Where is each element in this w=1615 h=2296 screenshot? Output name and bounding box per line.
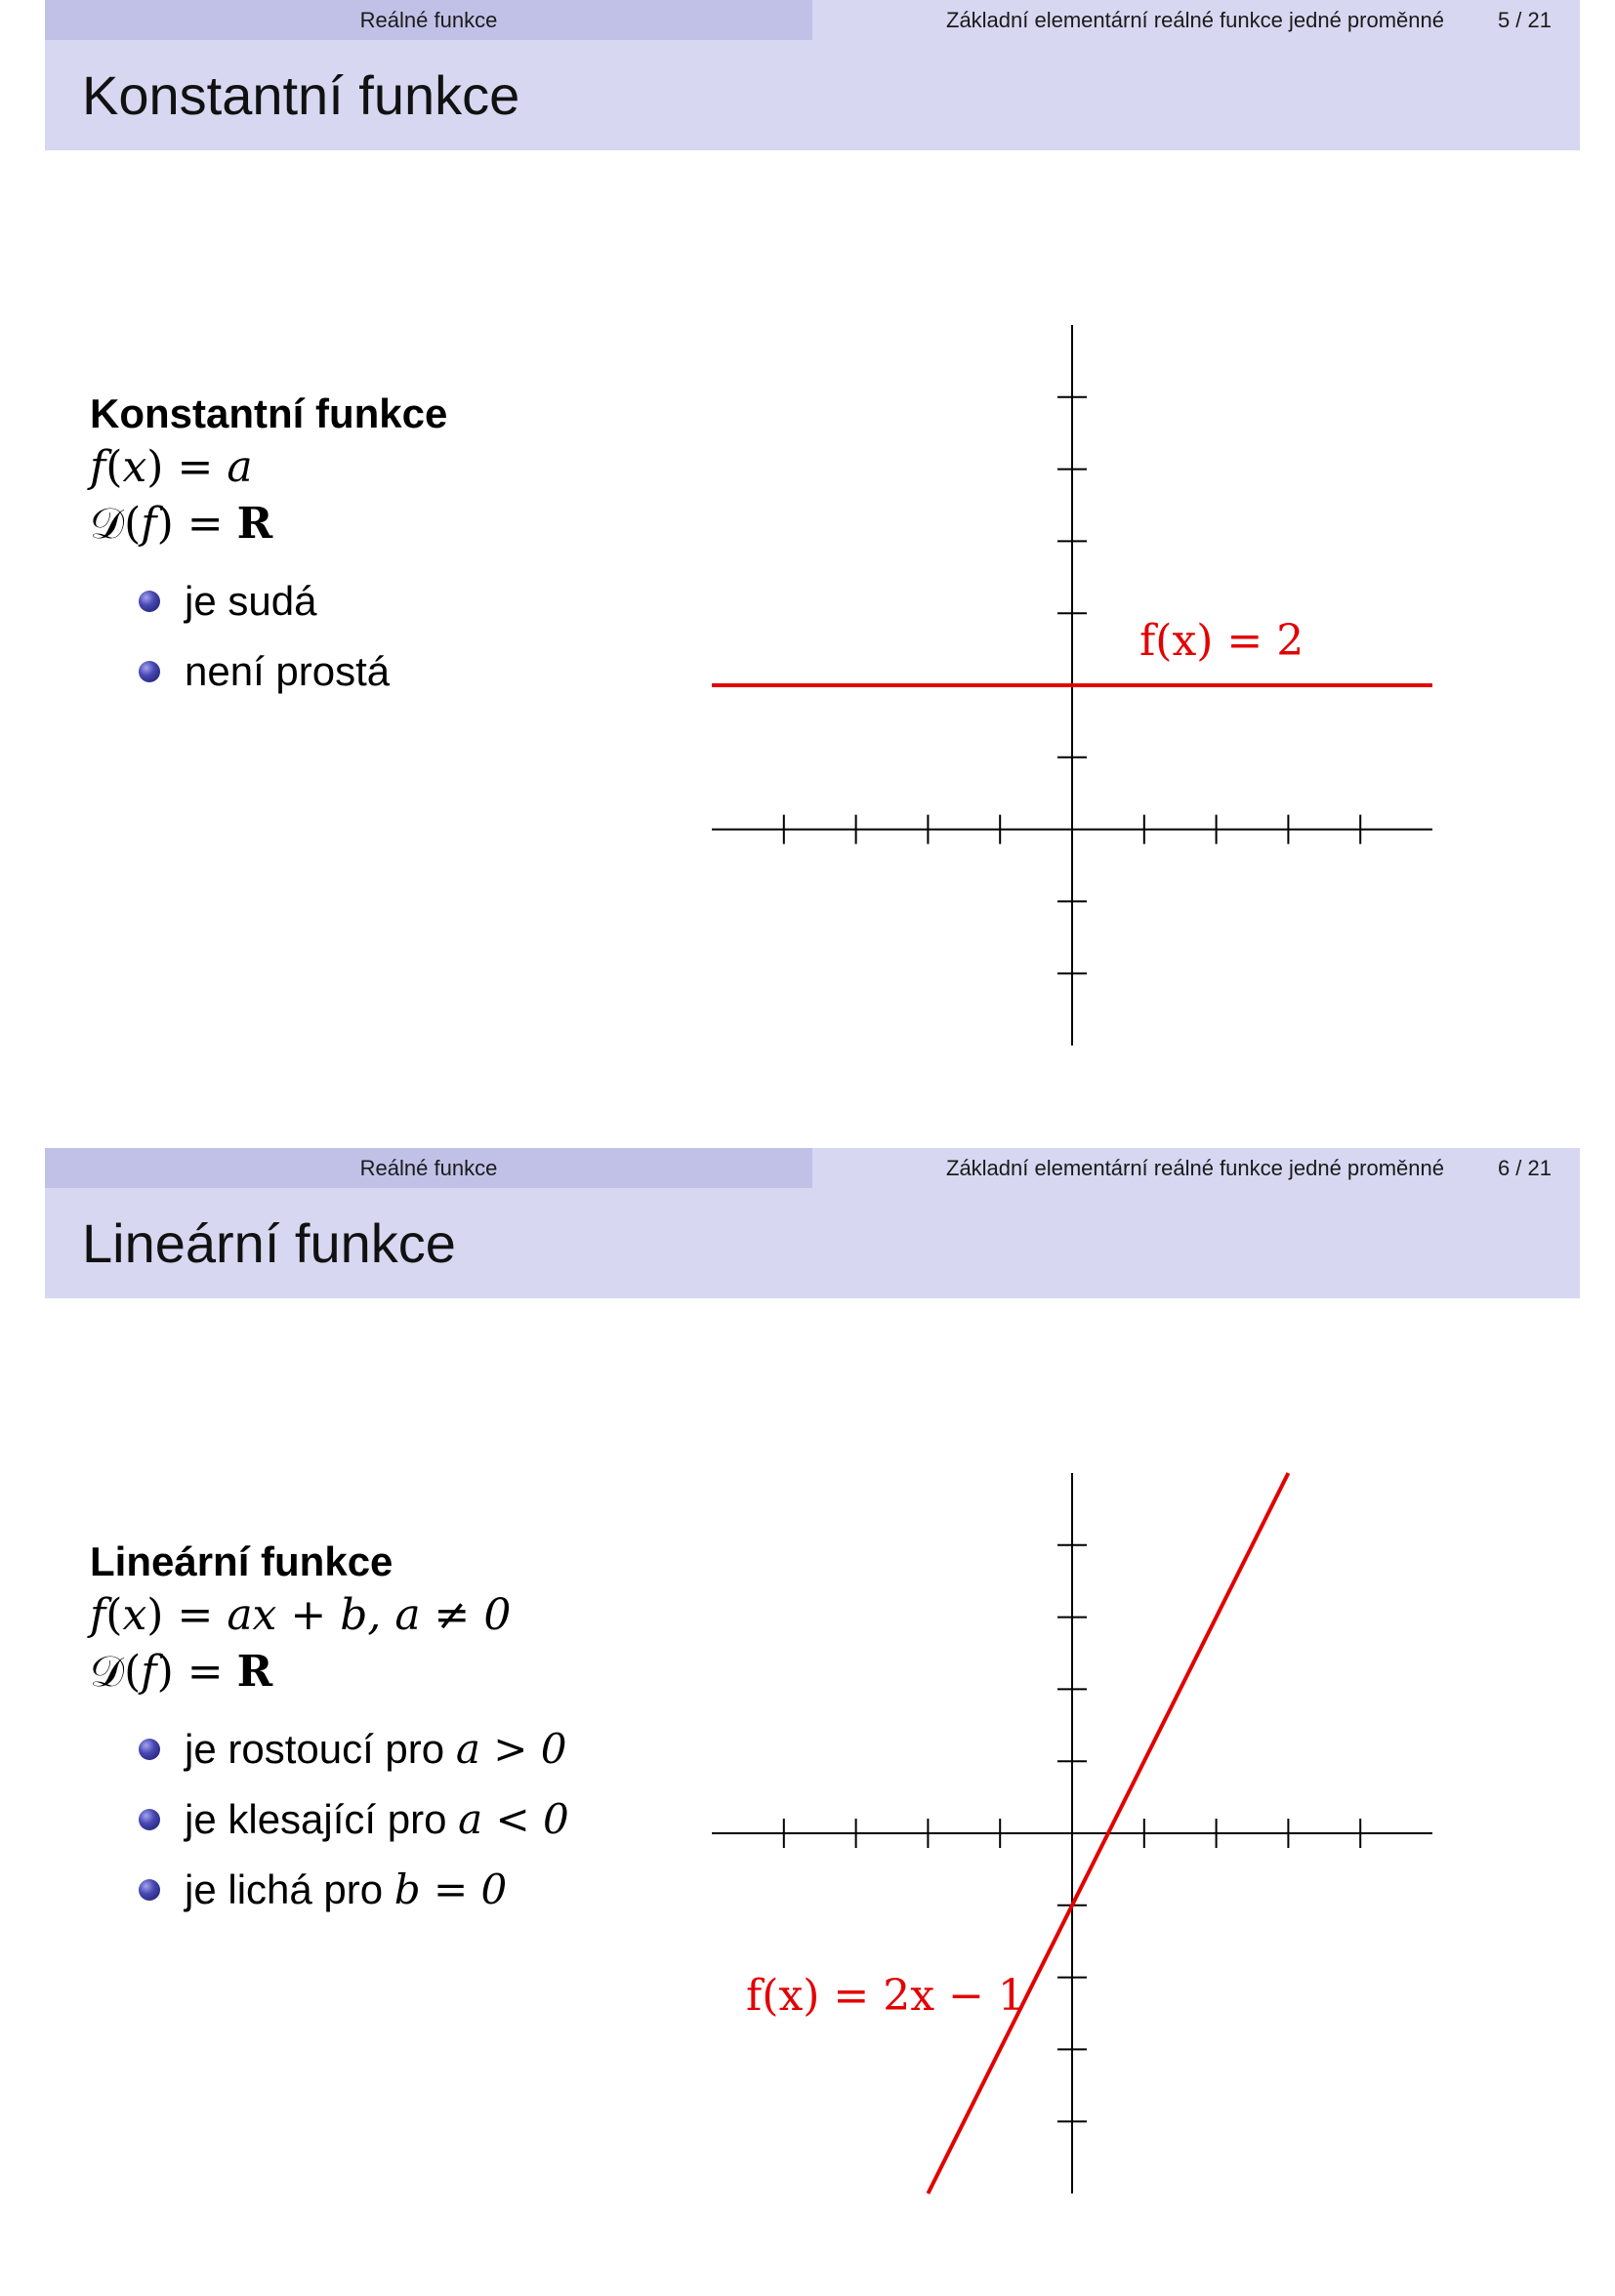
var-symbol: x [122, 1590, 147, 1640]
fn-symbol: f [90, 442, 106, 492]
fn-symbol: f [90, 1590, 106, 1640]
function-label: f(x) = 2x − 1 [746, 1971, 1025, 2021]
domain-formula: 𝒟(f) = R [90, 499, 273, 549]
item-text: je lichá pro [185, 1866, 394, 1912]
item-text: je klesající pro [185, 1796, 459, 1842]
header-section-title: Základní elementární reálné funkce jedné proměnné [946, 8, 1444, 32]
domain-formula: 𝒟(f) = R [90, 1647, 273, 1697]
item-text: je rostoucí pro [185, 1726, 456, 1772]
reals-symbol: R [236, 499, 273, 549]
item-text: není prostá [185, 648, 391, 694]
domain-symbol: 𝒟 [90, 1647, 125, 1697]
function-formula: f(x) = ax + b, a ≠ 0 [90, 1590, 512, 1640]
domain-fn: f [141, 1647, 157, 1697]
header-short-title-text: Reálné funkce [359, 1155, 498, 1180]
frame-title: Konstantní funkce [82, 64, 520, 126]
block-heading: Konstantní funkce [90, 390, 448, 436]
function-formula: f(x) = a [90, 442, 253, 492]
page-number: 5 / 21 [1497, 8, 1552, 32]
plot-linear [0, 1148, 1615, 2296]
reals-symbol: R [236, 1647, 273, 1697]
domain-fn: f [141, 499, 157, 549]
item-math: b = 0 [393, 1866, 508, 1913]
formula-rhs: ax + b, a ≠ 0 [227, 1590, 512, 1640]
header-short-title-text: Reálné funkce [359, 7, 498, 32]
var-symbol: x [122, 442, 147, 492]
page-number: 6 / 21 [1497, 1156, 1552, 1180]
slide-linear-function [0, 1148, 1615, 2296]
block-heading: Lineární funkce [90, 1538, 393, 1584]
item-math: a < 0 [458, 1795, 569, 1843]
frame-title: Lineární funkce [82, 1212, 456, 1274]
domain-symbol: 𝒟 [90, 499, 125, 549]
header-section-title: Základní elementární reálné funkce jedné proměnné [946, 1156, 1444, 1180]
formula-rhs: a [227, 442, 253, 492]
item-math: a > 0 [455, 1725, 567, 1773]
item-text: je sudá [185, 578, 317, 624]
function-label: f(x) = 2 [1139, 616, 1304, 666]
